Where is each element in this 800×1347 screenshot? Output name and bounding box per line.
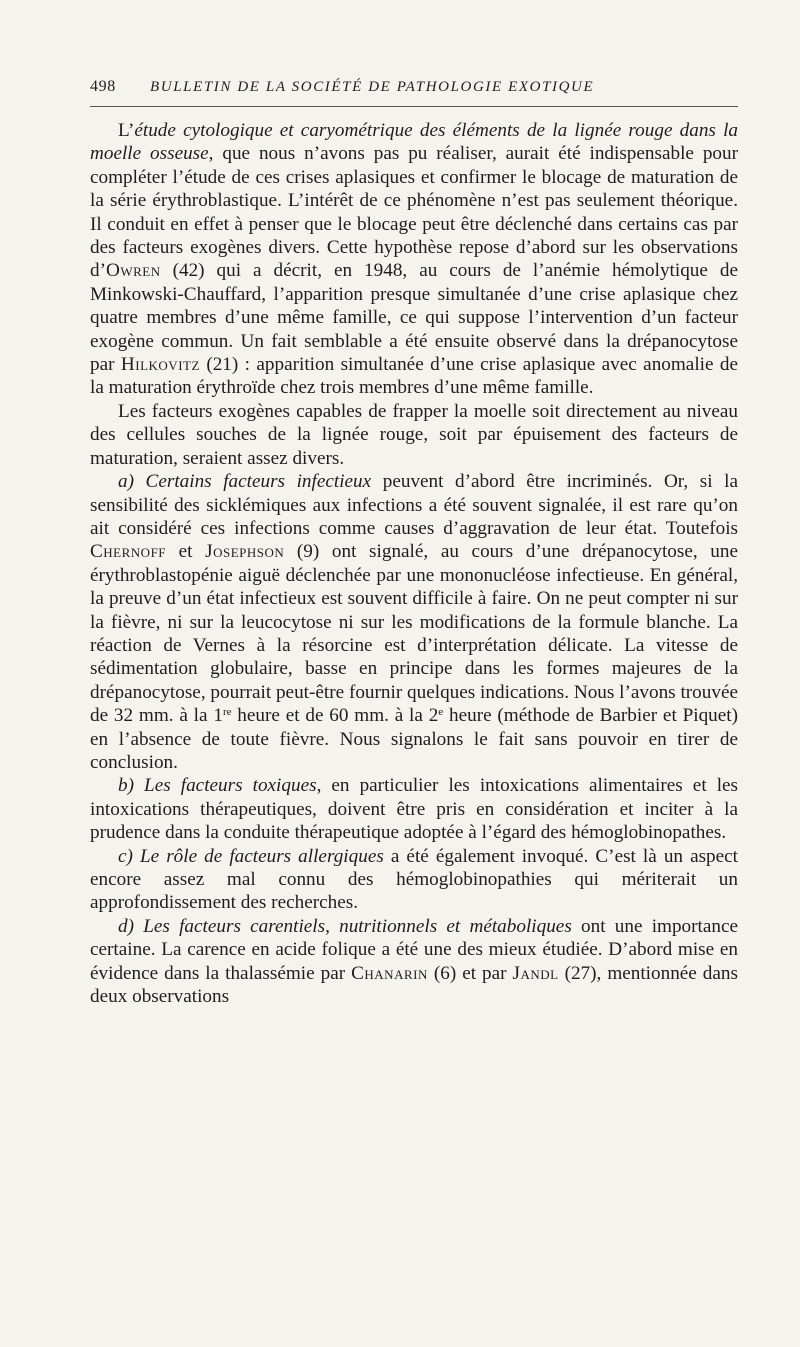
item-marker: d) Les xyxy=(118,915,180,937)
author-name: Josephson xyxy=(205,541,285,563)
text-run: (9) ont signalé, au cours d’une drépanocytose, une érythroblastopénie aiguë déclenchée par une mononucléose infectieuse. En général, la preuve d’un état infectieux est souvent difficile à faire. On ne peut compter ni sur la fièvre, ni sur la leucocytose ni sur les modifications de la formule blanche. La réaction de Vernes à la résorcine est d’interprétation délicate. La vitesse de sédimentation globulaire, basse en principe dans les formes majeures de la drépanocytose, pourrait peut-être fournir quelques indications. Nous l’avons trouvée de 32 mm. à la 1 xyxy=(90,541,738,727)
paragraph-3 xyxy=(90,470,738,774)
author-name: Chernoff xyxy=(90,541,167,563)
header-rule xyxy=(90,106,738,107)
text-run: a été également invoqué. C’est là un aspect encore assez mal connu des hémoglobinopathies qui mériterait un approfondissement des recherches. xyxy=(90,845,739,914)
italic-phrase: a) Certains facteurs infectieux xyxy=(118,471,372,493)
italic-phrase: rôle de facteurs allergiques xyxy=(166,845,384,867)
item-marker: b) Les xyxy=(118,775,181,797)
running-header xyxy=(90,78,738,102)
paragraph-2: Les facteurs exogènes capables de frapper la moelle soit directement au niveau des cellules souches de la lignée rouge, soit par épuisement des facteurs de maturation, seraient assez divers. xyxy=(90,400,738,469)
item-marker: c) Le xyxy=(118,845,167,867)
text-run: , en particulier les intoxications alimentaires et les intoxications thérapeutiques, doivent être pris en considération et inciter à la prudence dans la conduite thérapeutique adoptée à l’égard des hémoglobinopathes. xyxy=(90,775,739,844)
running-title: BULLETIN DE LA SOCIÉTÉ DE PATHOLOGIE EXOTIQUE xyxy=(150,79,595,95)
page-number: 498 xyxy=(90,78,116,95)
author-name: Hilkovitz xyxy=(120,354,200,376)
text-run: heure (méthode de Barbier et Piquet) en l’absence de toute fièvre. Nous signalons le fait sans pouvoir en tirer de conclusion. xyxy=(90,705,739,773)
author-name: Jandl xyxy=(512,962,559,984)
text-run: et xyxy=(166,541,206,563)
italic-phrase: étude cytologique et caryométrique des éléments de la lignée rouge dans la moelle osseuse xyxy=(90,120,738,165)
text-run: (21) : apparition simultanée d’une crise aplasique avec anomalie de la maturation érythroïde chez trois membres d’une même famille. xyxy=(90,354,739,399)
text-run: (27), mentionnée dans deux observations xyxy=(90,962,738,1008)
text-run: heure et de 60 mm. à la 2 xyxy=(231,705,439,727)
italic-phrase: facteurs toxiques xyxy=(180,775,317,797)
text-run: (6) et par xyxy=(427,962,513,984)
paragraph-1 xyxy=(90,119,738,400)
paragraph-5 xyxy=(90,845,738,915)
text-run: L’ xyxy=(118,120,135,141)
author-name: Chanarin xyxy=(351,962,428,984)
paragraph-6 xyxy=(90,915,738,1009)
paragraph-4 xyxy=(90,774,738,844)
text-run: (42) qui a décrit, en 1948, au cours de l’anémie hémolytique de Minkowski-Chauffard, l’apparition presque simultanée d’une crise aplasique chez quatre membres d’une même famille, ce qui suppose l’intervention d’un facteur exogène commun. Un fait semblable a été ensuite observé dans la drépanocytose par xyxy=(90,260,738,376)
italic-phrase: facteurs carentiels, nutritionnels et métaboliques xyxy=(179,915,572,937)
superscript: re xyxy=(222,706,232,719)
superscript: e xyxy=(438,706,444,719)
author-name: Owren xyxy=(105,260,161,282)
text-run: , que nous n’avons pas pu réaliser, aurait été indispensable pour compléter l’étude de ces crises aplasiques et confirmer le blocage de maturation de la série érythroblastique. L’intérêt de ce phénomène n’est pas seulement théorique. Il conduit en effet à penser que le blocage peut être déclenché dans certains cas par des facteurs exogènes divers. Cette hypothèse repose d’abord sur les observations d’ xyxy=(90,143,738,282)
text-run: peuvent d’abord être incriminés. Or, si la sensibilité des sicklémiques aux infections a été souvent signalée, il est rare qu’on ait considéré ces infections comme causes d’aggravation de leur état. Toutefois xyxy=(90,471,738,539)
text-run: ont une importance certaine. La carence en acide folique a été une des mieux étudiée. D’abord mise en évidence dans la thalassémie par xyxy=(90,915,738,984)
body-text xyxy=(90,119,738,1008)
